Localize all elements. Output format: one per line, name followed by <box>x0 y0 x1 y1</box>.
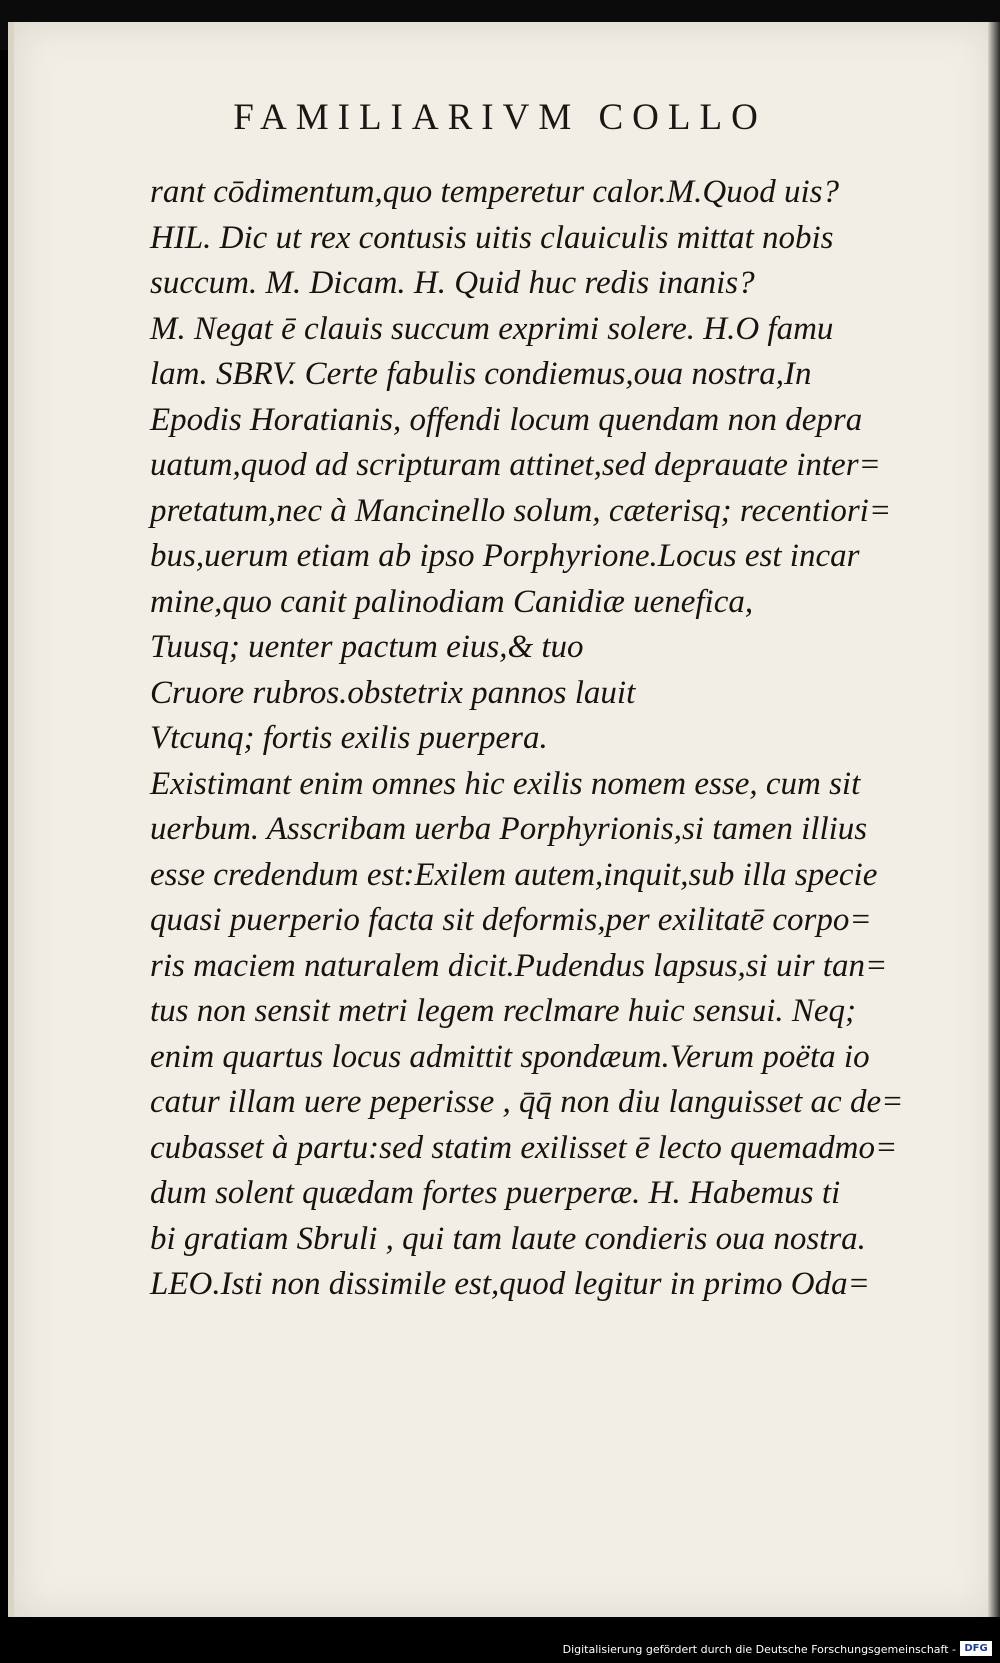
text-line: enim quartus locus admittit spondæum.Verum poëta io <box>150 1038 870 1075</box>
text-line: succum. M. Dicam. H. Quid huc redis inanis? <box>150 265 755 301</box>
text-line: HIL. Dic ut rex contusis uitis clauiculis mittat nobis <box>150 219 834 256</box>
text-line: Existimant enim omnes hic exilis nomem esse, cum sit <box>150 765 861 802</box>
page-edge <box>988 22 1000 1617</box>
text-line: lam. SBRV. Certe fabulis condiemus,oua nostra,In <box>150 356 812 392</box>
text-line: catur illam uere peperisse , q̄q̄ non diu languisset ac de= <box>150 1084 904 1120</box>
text-line: tus non sensit metri legem reclmare huic sensui. Neq; <box>150 993 857 1029</box>
text-line: dum solent quædam fortes puerperæ. H. Habemus ti <box>150 1175 841 1211</box>
text-line: Epodis Horatianis, offendi locum quendam non depra <box>150 401 863 438</box>
text-line: pretatum,nec à Mancinello solum, cæterisq; recentiori= <box>150 492 892 529</box>
text-line: LEO.Isti non dissimile est,quod legitur in primo Oda= <box>150 1266 870 1302</box>
footer-bar <box>0 1617 1000 1663</box>
body-text <box>150 170 920 1308</box>
text-line: bus,uerum etiam ab ipso Porphyrione.Locus est incar <box>150 538 860 574</box>
running-head: FAMILIARIVM COLLO <box>233 97 767 138</box>
text-line: M. Negat ē clauis succum exprimi solere. H.O famu <box>150 310 834 347</box>
text-line: uatum,quod ad scripturam attinet,sed deprauate inter= <box>150 447 881 483</box>
verse-line: Cruore rubros.obstetrix pannos lauit <box>150 674 636 711</box>
text-line: cubasset à partu:sed statim exilisset ē lecto quemadmo= <box>150 1129 898 1166</box>
dfg-logo-icon: DFG <box>960 1641 992 1656</box>
text-line: uerbum. Asscribam uerba Porphyrionis,si tamen illius <box>150 811 868 847</box>
footer-credit: Digitalisierung gefördert durch die Deutsche Forschungsgemeinschaft - <box>562 1643 956 1656</box>
text-line: ris maciem naturalem dicit.Pudendus lapsus,si uir tan= <box>150 947 888 984</box>
verse-line: Vtcunq; fortis exilis puerpera. <box>150 720 548 756</box>
text-line: esse credendum est:Exilem autem,inquit,sub illa specie <box>150 856 878 893</box>
text-line: bi gratiam Sbruli , qui tam laute condieris oua nostra. <box>150 1220 866 1257</box>
text-line: quasi puerperio facta sit deformis,per exilitatē corpo= <box>150 902 872 938</box>
text-line: mine,quo canit palinodiam Canidiæ uenefica, <box>150 583 754 620</box>
text-line: rant cōdimentum,quo temperetur calor.M.Quod uis? <box>150 174 839 210</box>
verse-line: Tuusq; uenter pactum eius,& tuo <box>150 629 584 665</box>
